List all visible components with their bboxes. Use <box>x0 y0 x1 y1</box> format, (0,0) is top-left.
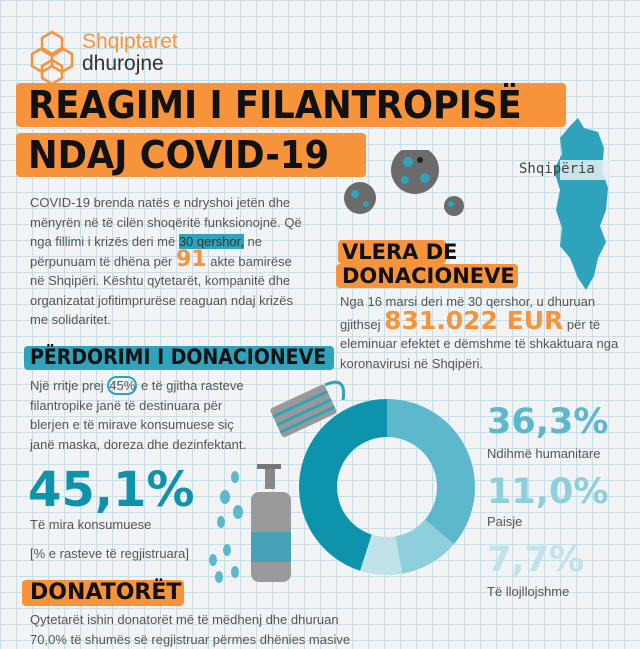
value-text <box>340 292 630 373</box>
value-text1: Nga 16 marsi deri më 30 qershor, u dhuruan gjithsej <box>340 294 596 332</box>
map-label: Shqipëria <box>519 161 595 177</box>
legend-label-humanitarian: Ndihmë humanitare <box>487 446 601 461</box>
donors-heading: DONATORËT <box>30 580 182 605</box>
donors-text: Qytetarët ishin donatorët më të mëdhenj dhe dhuruan 70,0% të shumës së regjistruar përmes dhënies masive <box>30 612 351 647</box>
donut-slice-1 <box>387 399 475 544</box>
virus-illustration-icon <box>330 150 470 230</box>
logo-hexagon-icon <box>28 28 76 84</box>
consumer-goods-value: 45,1% <box>28 462 195 518</box>
legend-value-equipment: 11,0% <box>487 472 609 512</box>
logo <box>28 28 218 88</box>
value-text2: për të eleminuar efektet e dëmshme të shkaktuara nga koronavirusi në Shqipëri. <box>340 316 619 371</box>
usage-text1: Një rritje prej <box>30 378 108 393</box>
page-title-line2: NDAJ COVID-19 <box>28 133 330 177</box>
logo-line1: Shqiptaret <box>82 30 178 53</box>
donation-amount: 831.022 EUR <box>384 305 564 335</box>
usage-note: [% e rasteve të regjistruara] <box>30 546 189 561</box>
consumer-goods-label: Të mira konsumuese <box>30 517 152 532</box>
date-highlight: 30 qershor, <box>178 234 244 249</box>
logo-line2: dhurojne <box>82 52 164 75</box>
usage-text <box>30 376 260 454</box>
value-heading-line1: VLERA DE <box>342 240 458 264</box>
legend-label-equipment: Paisje <box>487 514 523 529</box>
legend-value-various: 7,7% <box>487 540 585 580</box>
intro-part1: COVID-19 brenda natës e ndryshoi jetën dhe mënyrën në të cilën shoqëritë funksionojnë. Që nga fillimi i krizës deri më <box>30 195 302 249</box>
albania-map-icon <box>548 118 618 293</box>
sanitizer-icon <box>205 462 300 587</box>
intro-part2: ne përpunuam të dhëna për <box>30 234 262 269</box>
intro-text <box>30 193 308 330</box>
usage-pct: 45% <box>109 378 136 393</box>
page-title-line1: REAGIMI I FILANTROPISË <box>28 83 522 127</box>
acts-count: 91 <box>176 246 207 272</box>
legend-label-various: Të llojllojshme <box>487 584 570 599</box>
donut-chart <box>297 397 477 577</box>
legend-value-humanitarian: 36,3% <box>487 402 609 442</box>
value-heading-line2: DONACIONEVE <box>342 264 515 288</box>
intro-part3: akte bamirëse në Shqipëri. Kështu qytetarët, kompanitë dhe organizatat jofitimprurëse reaguan ndaj krizës me solidaritet. <box>30 253 294 327</box>
usage-heading: PËRDORIMI I DONACIONEVE <box>30 345 327 369</box>
usage-text2: e të gjitha rasteve filantropike janë të destinuara për blerjen e të mirave konsumuese siç janë maska, doreza dhe dezinfektant. <box>30 378 247 452</box>
